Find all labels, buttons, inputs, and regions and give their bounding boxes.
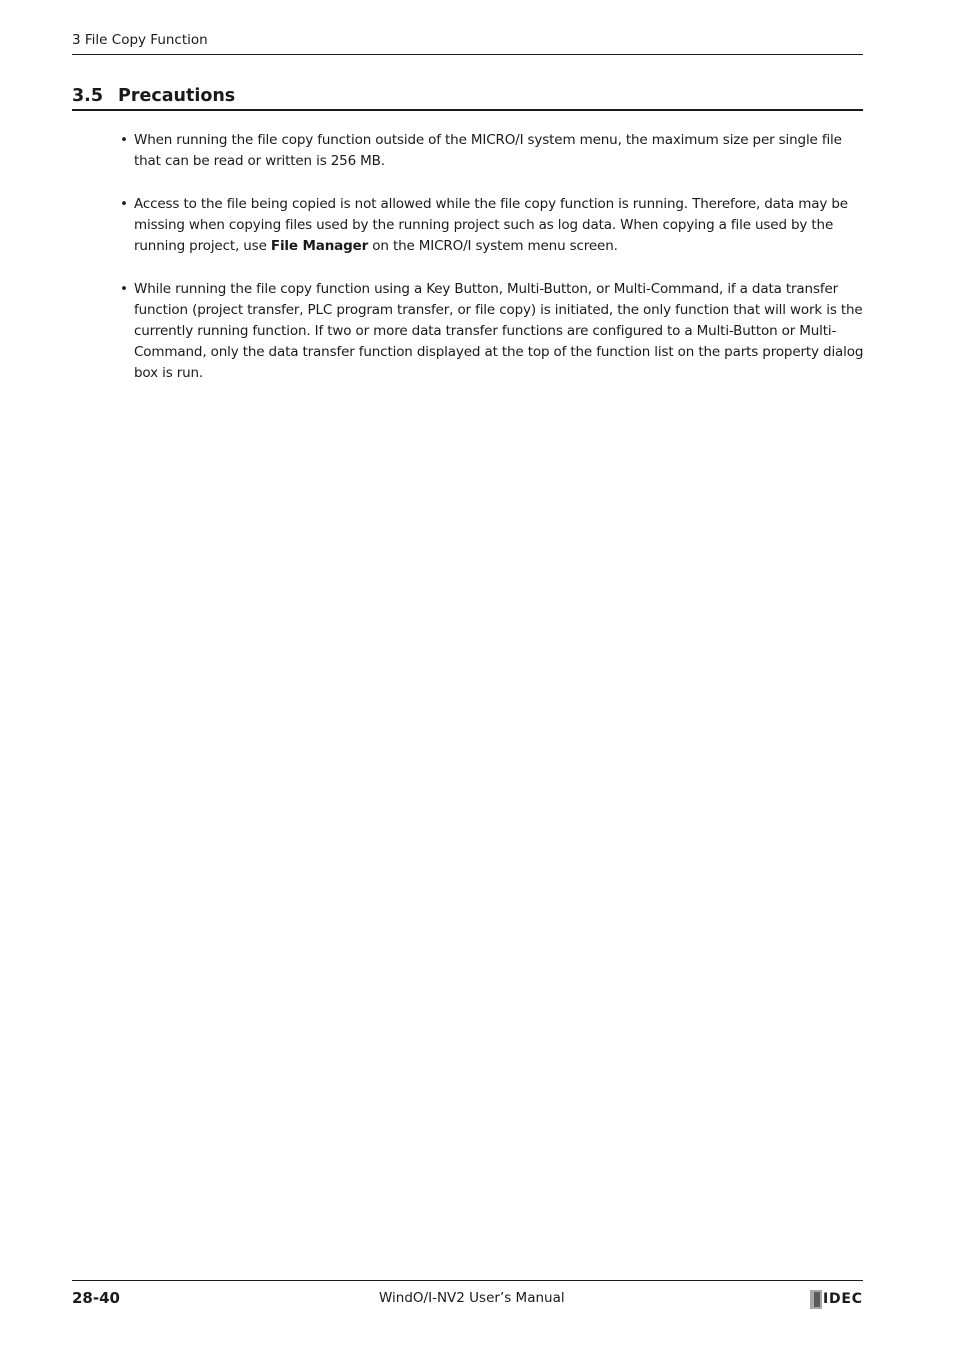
idec-logo (810, 1290, 864, 1309)
logo-text: IDEC (823, 1291, 863, 1307)
section-heading (72, 84, 235, 108)
footer-divider (72, 1280, 863, 1281)
bullet-text: While running the file copy function using a Key Button, Multi-Button, or Multi-Command, if a data transfer function (project transfer, PLC program transfer, or file copy) is initiated, the only function that will work is the currently running function. If two or more data transfer functions are configured to a Multi-Button or Multi-Command, only the data transfer function displayed at the top of the function list on the parts property dialog box is run. (134, 281, 864, 381)
list-item (120, 194, 865, 257)
bullet-icon: • (120, 132, 128, 148)
bullet-text-after: on the MICRO/I system menu screen. (368, 238, 618, 254)
manual-title: WindO/I-NV2 User’s Manual (379, 1290, 565, 1306)
list-item (120, 130, 865, 172)
list-item (120, 279, 865, 384)
logo-mark-inner-icon (814, 1292, 820, 1307)
section-divider (72, 109, 863, 111)
file-manager-term: File Manager (270, 238, 369, 254)
bullet-icon: • (120, 281, 128, 297)
section-title-text: Precautions (118, 86, 236, 106)
bullet-text: When running the file copy function outside of the MICRO/I system menu, the maximum size per single file that can be read or written is 256 MB. (134, 132, 842, 169)
bullet-text-before: Access to the file being copied is not allowed while the file copy function is running. Therefore, data may be missing when copying files used by the running project such as log data. When copying a file used by the running project, use (134, 196, 848, 254)
section-number: 3.5 (72, 86, 104, 106)
page-number: 28-40 (72, 1289, 120, 1307)
running-header: 3 File Copy Function (72, 32, 208, 48)
bullet-icon: • (120, 196, 128, 212)
precautions-list (120, 130, 865, 406)
header-divider (72, 54, 863, 55)
